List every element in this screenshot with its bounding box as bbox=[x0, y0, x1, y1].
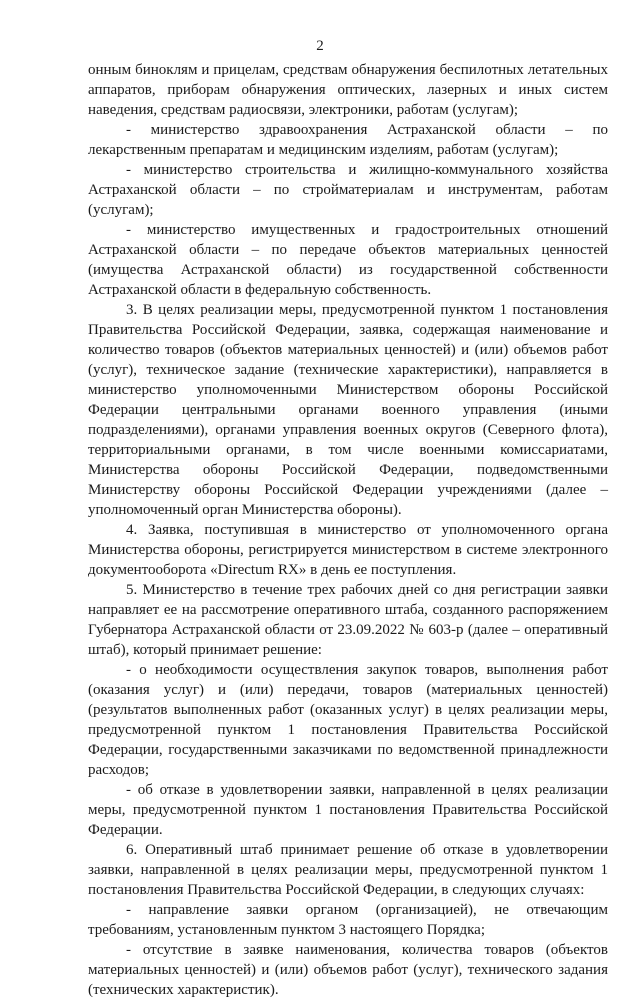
paragraph: - отсутствие в заявке наименования, количества товаров (объектов материальных ценностей) и (или) объемов работ (услуг), технического задания (технических характеристик). bbox=[88, 942, 608, 998]
paragraph: - об отказе в удовлетворении заявки, направленной в целях реализации меры, предусмотренной пунктом 1 постановления Правительства Российской Федерации. bbox=[88, 782, 608, 838]
paragraph: - министерство имущественных и градостроительных отношений Астраханской области – по передаче объектов материальных ценностей (имущества Астраханской области) из государственной собственности Астраханской области в федеральную собственность. bbox=[88, 222, 608, 298]
paragraph: онным биноклям и прицелам, средствам обнаружения беспилотных летательных аппаратов, приборам обнаружения оптических, лазерных и иных систем наведения, средствам радиосвязи, электроники, работам (услугам); bbox=[88, 62, 608, 118]
paragraph: - министерство здравоохранения Астраханской области – по лекарственным препаратам и медицинским изделиям, работам (услугам); bbox=[88, 122, 608, 158]
document-body bbox=[88, 60, 608, 1000]
paragraph: 3. В целях реализации меры, предусмотренной пунктом 1 постановления Правительства Российской Федерации, заявка, содержащая наименование и количество товаров (объектов материальных ценностей) и (или) объемов работ (услуг), техническое задание (технические характеристики), направляется в министерство уполномоченными Министерством обороны Российской Федерации центральными органами военного управления (иными подразделениями), органами управления военных округов (Северного флота), территориальными органами, в том числе военными комиссариатами, Министерства обороны Российской Федерации, подведомственными Министерству обороны Российской Федерации учреждениями (далее – уполномоченный орган Министерства обороны). bbox=[88, 302, 608, 518]
paragraph: 6. Оперативный штаб принимает решение об отказе в удовлетворении заявки, направленной в целях реализации меры, предусмотренной пунктом 1 постановления Правительства Российской Федерации, в следующих случаях: bbox=[88, 842, 608, 898]
paragraph: 5. Министерство в течение трех рабочих дней со дня регистрации заявки направляет ее на рассмотрение оперативного штаба, созданного распоряжением Губернатора Астраханской области от 23.09.2022 № 603-р (далее – оперативный штаб), который принимает решение: bbox=[88, 582, 608, 658]
paragraph: - о необходимости осуществления закупок товаров, выполнения работ (оказания услуг) и (или) передачи, товаров (материальных ценностей) (результатов выполненных работ (оказанных услуг) в целях реализации меры, предусмотренной пунктом 1 постановления Правительства Российской Федерации, государственными заказчиками по ведомственной принадлежности расходов; bbox=[88, 662, 608, 778]
paragraph: - направление заявки органом (организацией), не отвечающим требованиям, установленным пунктом 3 настоящего Порядка; bbox=[88, 902, 608, 938]
paragraph: - министерство строительства и жилищно-коммунального хозяйства Астраханской области – по стройматериалам и инструментам, работам (услугам); bbox=[88, 162, 608, 218]
page-number: 2 bbox=[316, 38, 324, 54]
paragraph: 4. Заявка, поступившая в министерство от уполномоченного органа Министерства обороны, регистрируется министерством в системе электронного документооборота «Directum RX» в день ее поступления. bbox=[88, 522, 608, 578]
